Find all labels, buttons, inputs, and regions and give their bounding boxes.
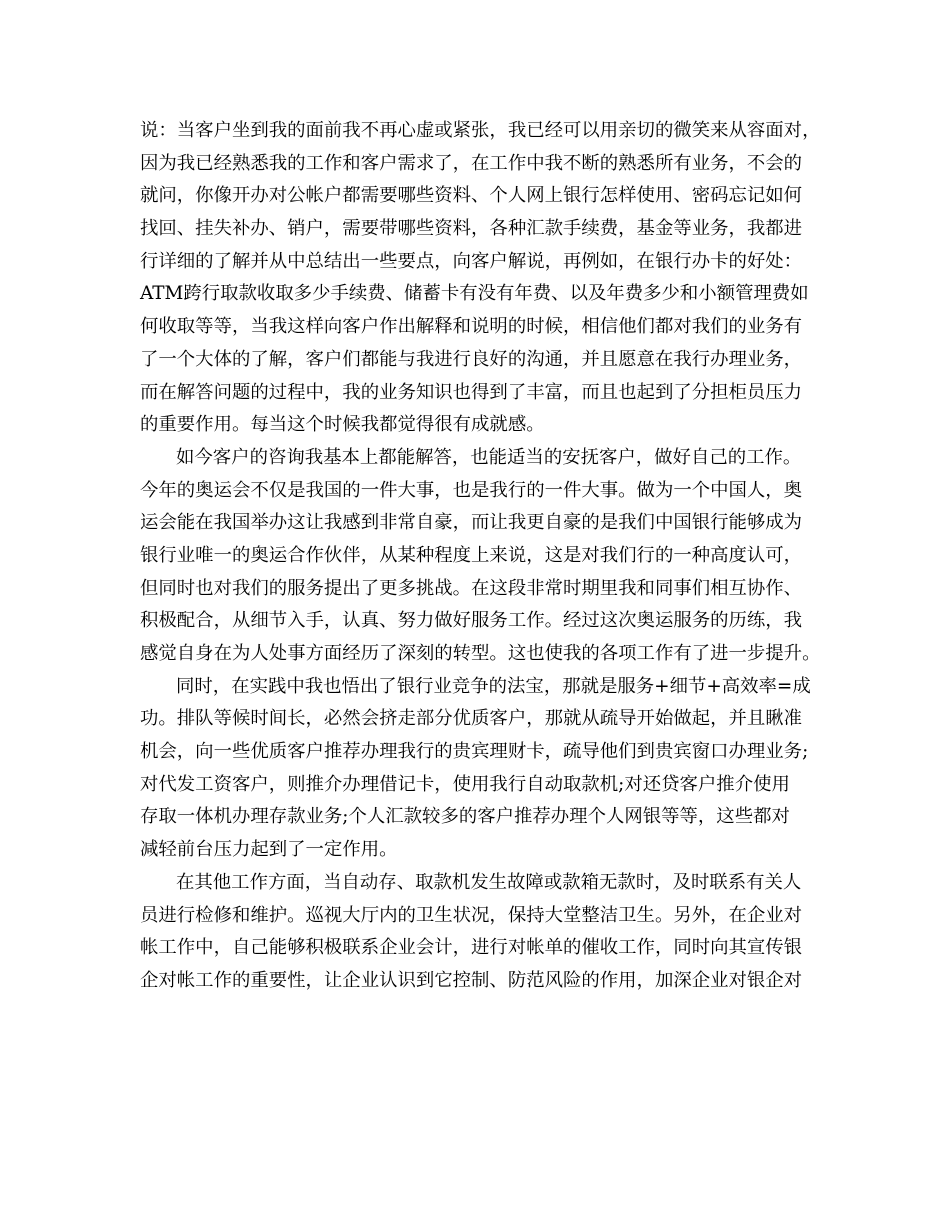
text-line: 感觉自身在为人处事方面经历了深刻的转型。这也使我的各项工作有了进一步提升。 [140,643,821,664]
text-line: 因为我已经熟悉我的工作和客户需求了，在工作中我不断的熟悉所有业务，不会的 [140,152,803,174]
text-line: 而在解答问题的过程中，我的业务知识也得到了丰富，而且也起到了分担柜员压力 [140,381,803,403]
text-line: 对代发工资客户，则推介办理借记卡，使用我行自动取款机;对还贷客户推介使用 [140,773,790,795]
text-line: 积极配合，从细节入手，认真、努力做好服务工作。经过这次奥运服务的历练，我 [140,610,803,632]
text-line: 企对帐工作的重要性，让企业认识到它控制、防范风险的作用，加深企业对银企对 [140,969,803,991]
text-line: 功。排队等候时间长，必然会挤走部分优质客户，那就从疏导开始做起，并且瞅准 [140,708,803,730]
text-line: 说：当客户坐到我的面前我不再心虚或紧张，我已经可以用亲切的微笑来从容面对， [140,120,821,141]
text-line: ATM跨行取款收取多少手续费、储蓄卡有没有年费、以及年费多少和小额管理费如 [140,283,809,305]
text-line: 减轻前台压力起到了一定作用。 [140,839,398,861]
text-line: 行详细的了解并从中总结出一些要点，向客户解说，再例如，在银行办卡的好处： [140,250,803,272]
paragraph-3 [140,671,830,867]
text-line: 了一个大体的了解，客户们都能与我进行良好的沟通，并且愿意在我行办理业务， [140,348,803,370]
text-line: 找回、挂失补办、销户，需要带哪些资料，各种汇款手续费，基金等业务，我都进 [140,218,803,240]
text-line: 员进行检修和维护。巡视大厅内的卫生状况，保持大堂整洁卫生。另外，在企业对 [140,904,803,926]
text-line: 但同时也对我们的服务提出了更多挑战。在这段非常时期里我和同事们相互协作、 [140,577,803,599]
text-line: 如今客户的咨询我基本上都能解答，也能适当的安抚客户，做好自己的工作。 [176,446,802,468]
text-line: 的重要作用。每当这个时候我都觉得很有成就感。 [140,414,545,436]
text-line: 同时，在实践中我也悟出了银行业竞争的法宝，那就是服务+细节+高效率=成 [176,675,811,697]
paragraph-4 [140,867,830,998]
text-line: 银行业唯一的奥运合作伙伴，从某种程度上来说，这是对我们行的一种高度认可， [140,544,803,566]
text-line: 机会，向一些优质客户推荐办理我行的贵宾理财卡，疏导他们到贵宾窗口办理业务; [140,741,809,763]
text-line: 运会能在我国举办这让我感到非常自豪，而让我更自豪的是我们中国银行能够成为 [140,512,803,534]
text-line: 就问，你像开办对公帐户都需要哪些资料、个人网上银行怎样使用、密码忘记如何 [140,185,803,207]
text-line: 今年的奥运会不仅是我国的一件大事，也是我行的一件大事。做为一个中国人，奥 [140,479,803,501]
paragraph-1 [140,115,830,442]
text-line: 存取一体机办理存款业务;个人汇款较多的客户推荐办理个人网银等等，这些都对 [140,806,790,828]
text-line: 帐工作中，自己能够积极联系企业会计，进行对帐单的催收工作，同时向其宣传银 [140,937,803,959]
text-line: 何收取等等，当我这样向客户作出解释和说明的时候，相信他们都对我们的业务有 [140,316,803,338]
document-body [140,115,830,998]
text-line: 在其他工作方面，当自动存、取款机发生故障或款箱无款时，及时联系有关人 [176,871,802,893]
paragraph-2 [140,442,830,671]
